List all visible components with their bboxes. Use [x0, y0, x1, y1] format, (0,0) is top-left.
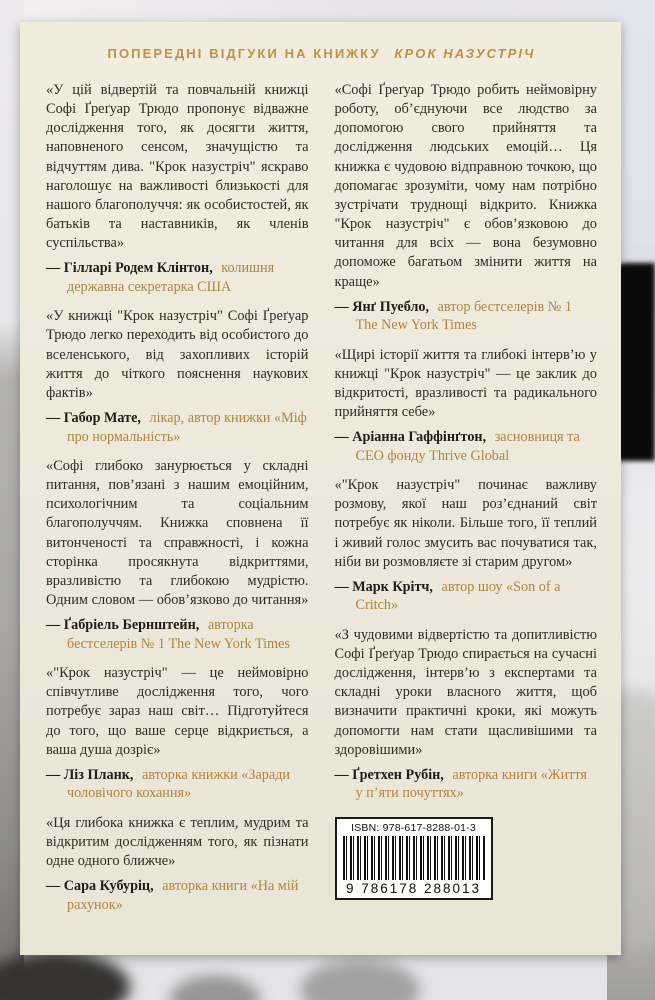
- review: [46, 307, 309, 446]
- review-quote: «"Крок назустріч" — це неймовірно співчутливе дослідження того, чого потребує зараз наш світ… Підготуйтеся до того, що ваше серце відкриється, а ваша душа дозріє»: [46, 665, 309, 758]
- review-author: — Сара Кубуріц,: [46, 878, 154, 895]
- review-author: — Аріанна Гаффінґтон,: [334, 429, 487, 446]
- review-attribution: [46, 766, 309, 803]
- barcode: [335, 817, 493, 900]
- review: [335, 626, 598, 803]
- review-attribution: [46, 616, 309, 653]
- review-credential: автор бестселерів № 1 The New York Times: [355, 298, 572, 334]
- review-credential: авторка бестселерів № 1 The New York Times: [67, 617, 290, 652]
- review-columns: [46, 81, 597, 925]
- review-author: — Янґ Пуебло,: [334, 298, 430, 315]
- review-credential: авторка книги «Життя у п’яти почуттях»: [355, 766, 587, 802]
- review-attribution: [46, 259, 309, 296]
- review-quote: «Софі Ґреґуар Трюдо робить неймовірну роботу, об’єднуючи все людство за допомогою свого прийняття та дослідження людських емоцій… Ця книжка є чудовою відправною точкою, що допомагає зрозуміти, чому нам потрібно зустрічати труднощі відкрито. Книжка "Крок назустріч" є обов’язковою до читання для всіх — вона безумовно допоможе багатьом змінити життя на краще»: [334, 82, 597, 290]
- reviews-heading: [46, 46, 597, 61]
- review-credential: лікар, автор книжки «Міф про нормальність»: [67, 410, 307, 445]
- review-quote: «Щирі історії життя та глибокі інтерв’ю у книжці "Крок назустріч" — це заклик до відкритості, вразливості та радикального прийняття себе»: [334, 346, 597, 421]
- review-credential: колишня державна секретарка США: [67, 260, 275, 295]
- review-author: — Ліз Планк,: [46, 766, 134, 783]
- review-author: — Ґабріель Бернштейн,: [46, 617, 200, 634]
- barcode-digits: 9 786178 288013: [345, 880, 482, 896]
- review-quote: «Ця глибока книжка є теплим, мудрим та відкритим дослідженням того, як пізнати одне одного ближче»: [46, 814, 309, 870]
- photo-background-dark-patch: [615, 263, 655, 461]
- review-author: — Габор Мате,: [46, 410, 141, 427]
- barcode-bars: [343, 836, 485, 880]
- review: [46, 664, 309, 803]
- review: [335, 81, 598, 335]
- isbn-text: ISBN: 978-617-8288-01-3: [351, 821, 476, 834]
- review-attribution: [335, 428, 598, 465]
- review: [335, 346, 598, 466]
- reviews-heading-prefix: ПОПЕРЕДНІ ВІДГУКИ НА КНИЖКУ: [107, 46, 381, 61]
- review-attribution: [335, 298, 598, 335]
- review-quote: «У книжці "Крок назустріч" Софі Ґреґуар Трюдо легко переходить від особистого до вселенського, від захопливих історій життя до чіткого пояснення наукових фактів»: [46, 308, 309, 401]
- review-credential: авторка книги «На мій рахунок»: [67, 878, 299, 913]
- review-quote: «З чудовими відвертістю та допитливістю Софі Ґреґуар Трюдо спирається на сучасні дослідження, інтерв’ю з експертами та складні уроки власного життя, щоб визначити практичні кроки, які можуть допомогти нам стати щасливішими та здоровішими»: [334, 626, 597, 758]
- right-column: [335, 81, 598, 925]
- review-author: — Ґретхен Рубін,: [334, 766, 444, 783]
- review-quote: «У цій відвертій та повчальній книжці Софі Ґреґуар Трюдо пропонує відважне дослідження того, як досягти життя, наповненого сенсом, значущістю та відчуттям дива. "Крок назустріч" яскраво наголошує на важливості близькості для нашого благополуччя: як особистостей, як батьків та наставників, як членів суспільства»: [46, 82, 309, 252]
- review: [46, 81, 309, 296]
- review-author: — Марк Крітч,: [334, 578, 433, 595]
- book-title: КРОК НАЗУСТРІЧ: [394, 46, 536, 61]
- review: [46, 457, 309, 653]
- review-author: — Гілларі Родем Клінтон,: [46, 260, 213, 277]
- review-attribution: [335, 766, 598, 803]
- review: [46, 814, 309, 914]
- review-credential: засновниця та СЕО фонду Thrive Global: [355, 429, 580, 464]
- review-attribution: [46, 877, 309, 914]
- review-quote: «Софі глибоко занурюється у складні питання, пов’язані з нашим емоційним, психологічним та соціальним благополуччям. Книжка сповнена її витонченості та справжності, і кожна сторінка просякнута відкриттями, вразливістю та глибокою мудрістю. Одним словом — обов’язково до читання»: [46, 458, 309, 609]
- review-credential: авторка книжки «Заради чоловічого кохання»: [67, 766, 291, 802]
- review-quote: «"Крок назустріч" починає важливу розмову, якої наш роз’єднаний світ потребує як ніколи. Більше того, її теплий і живий голос змусить вас почуватися так, ніби ви розмовляєте зі старим другом»: [334, 477, 597, 570]
- review-attribution: [335, 578, 598, 615]
- review-attribution: [46, 409, 309, 446]
- review-credential: автор шоу «Son of a Critch»: [355, 578, 561, 614]
- review: [335, 476, 598, 615]
- book-cover: [20, 22, 621, 955]
- left-column: [46, 81, 309, 925]
